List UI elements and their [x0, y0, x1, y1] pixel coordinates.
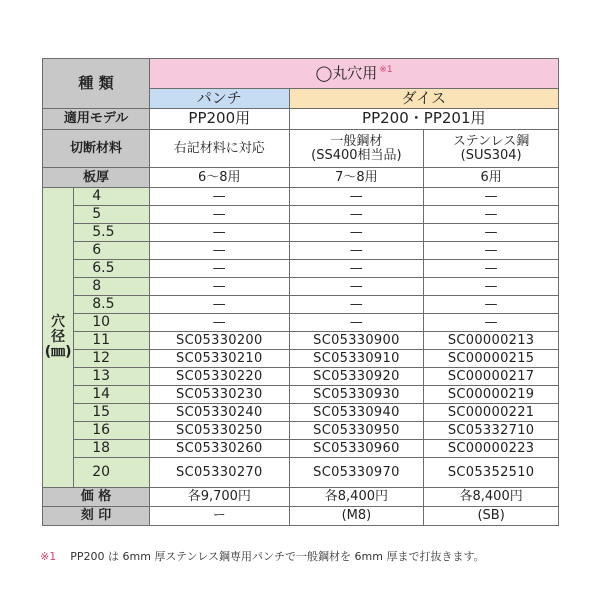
diameter-value: 5 — [74, 206, 150, 224]
diameter-label-char: 穴 — [51, 314, 66, 331]
model-punch: PP200用 — [150, 109, 290, 130]
die-sus304-code: — — [424, 260, 559, 278]
footnote-text: PP200 は 6mm 厚ステンレス鋼専用パンチで一般鋼材を 6mm 厚まで打抜きます。 — [70, 550, 485, 563]
material-punch: 右記材料に対応 — [150, 130, 290, 168]
punch-header: パンチ — [150, 89, 290, 109]
size-row — [43, 206, 559, 224]
stamp-punch: ー — [150, 507, 290, 526]
die-sus304-code: SC05352510 — [424, 458, 559, 488]
diameter-value: 6 — [74, 242, 150, 260]
punch-code: SC05330270 — [150, 458, 290, 488]
diameter-value: 14 — [74, 386, 150, 404]
diameter-value: 20 — [74, 458, 150, 488]
punch-code: — — [150, 224, 290, 242]
die-sus304-code: — — [424, 206, 559, 224]
thickness-row — [43, 168, 559, 188]
thickness-die2: 6用 — [424, 168, 559, 188]
price-die2: 各8,400円 — [424, 488, 559, 507]
price-die1: 各8,400円 — [289, 488, 424, 507]
punch-code: — — [150, 242, 290, 260]
die-sus304-code: — — [424, 314, 559, 332]
round-hole-header — [150, 59, 559, 89]
diameter-value: 18 — [74, 440, 150, 458]
price-row — [43, 488, 559, 507]
die-ss400-code: — — [289, 188, 424, 206]
punch-code: SC05330230 — [150, 386, 290, 404]
thickness-punch: 6～8用 — [150, 168, 290, 188]
diameter-label-char: 径 — [51, 329, 66, 346]
size-row — [43, 422, 559, 440]
punch-code: — — [150, 188, 290, 206]
die-ss400-code: SC05330950 — [289, 422, 424, 440]
diameter-value: 6.5 — [74, 260, 150, 278]
die-sus304-code: SC05332710 — [424, 422, 559, 440]
die-ss400-code: — — [289, 278, 424, 296]
size-row — [43, 332, 559, 350]
punch-code: SC05330260 — [150, 440, 290, 458]
punch-code: SC05330250 — [150, 422, 290, 440]
die-ss400-code: — — [289, 296, 424, 314]
punch-code: SC05330210 — [150, 350, 290, 368]
die-ss400-code: SC05330970 — [289, 458, 424, 488]
size-rows — [43, 188, 559, 488]
footnote-mark: ※1 — [40, 550, 57, 563]
size-row — [43, 350, 559, 368]
material-label: 切断材料 — [43, 130, 150, 168]
die-sus304-code: — — [424, 242, 559, 260]
die-header: ダイス — [289, 89, 558, 109]
die-ss400-code: SC05330960 — [289, 440, 424, 458]
model-die: PP200・PP201用 — [289, 109, 558, 130]
round-hole-label: ◯丸穴用 — [315, 63, 378, 82]
diameter-value: 15 — [74, 404, 150, 422]
die-sus304-code: SC00000221 — [424, 404, 559, 422]
die-sus304-code: SC00000213 — [424, 332, 559, 350]
die-ss400-code: SC05330930 — [289, 386, 424, 404]
punch-code: — — [150, 296, 290, 314]
kind-header: 種 類 — [43, 59, 150, 109]
die-sus304-code: — — [424, 188, 559, 206]
die-ss400-code: SC05330940 — [289, 404, 424, 422]
size-row — [43, 404, 559, 422]
diameter-value: 10 — [74, 314, 150, 332]
size-row — [43, 386, 559, 404]
size-row — [43, 242, 559, 260]
die-sus304-code: SC00000217 — [424, 368, 559, 386]
diameter-label-char: (㎜) — [44, 343, 72, 360]
size-row — [43, 440, 559, 458]
diameter-value: 13 — [74, 368, 150, 386]
footnote — [40, 548, 580, 564]
die-ss400-code: — — [289, 260, 424, 278]
die-sus304-code: — — [424, 224, 559, 242]
diameter-value: 16 — [74, 422, 150, 440]
die-ss400-code: — — [289, 314, 424, 332]
stamp-die2: (SB) — [424, 507, 559, 526]
model-label: 適用モデル — [43, 109, 150, 130]
model-row — [43, 109, 559, 130]
material-die1 — [289, 130, 424, 168]
die-ss400-code: — — [289, 224, 424, 242]
price-label: 価 格 — [43, 488, 150, 507]
diameter-value: 8.5 — [74, 296, 150, 314]
diameter-value: 12 — [74, 350, 150, 368]
spec-table — [42, 58, 559, 526]
die-ss400-code: SC05330920 — [289, 368, 424, 386]
die-sus304-code: — — [424, 296, 559, 314]
diameter-value: 8 — [74, 278, 150, 296]
material-die2 — [424, 130, 559, 168]
size-row — [43, 278, 559, 296]
size-row — [43, 368, 559, 386]
thickness-label: 板厚 — [43, 168, 150, 188]
die-sus304-code: — — [424, 278, 559, 296]
size-row — [43, 296, 559, 314]
punch-code: — — [150, 278, 290, 296]
size-row — [43, 224, 559, 242]
diameter-label — [43, 188, 74, 488]
die-sus304-code: SC00000219 — [424, 386, 559, 404]
punch-code: SC05330220 — [150, 368, 290, 386]
diameter-value: 11 — [74, 332, 150, 350]
die-sus304-code: SC00000223 — [424, 440, 559, 458]
material-die2-line1: ステンレス鋼 — [452, 133, 530, 149]
punch-code: — — [150, 206, 290, 224]
diameter-value: 5.5 — [74, 224, 150, 242]
size-row — [43, 260, 559, 278]
punch-code: — — [150, 260, 290, 278]
stamp-label: 刻 印 — [43, 507, 150, 526]
price-punch: 各9,700円 — [150, 488, 290, 507]
punch-code: SC05330240 — [150, 404, 290, 422]
die-sus304-code: SC00000215 — [424, 350, 559, 368]
stamp-die1: (M8) — [289, 507, 424, 526]
size-row — [43, 314, 559, 332]
diameter-value: 4 — [74, 188, 150, 206]
material-die1-line2: (SS400相当品) — [311, 147, 402, 163]
header-row-1 — [43, 59, 559, 89]
material-die1-line1: 一般鋼材 — [330, 133, 383, 149]
stamp-row — [43, 507, 559, 526]
punch-code: — — [150, 314, 290, 332]
material-row — [43, 130, 559, 168]
material-die2-line2: (SUS304) — [460, 147, 522, 163]
die-ss400-code: — — [289, 206, 424, 224]
note-mark: ※1 — [379, 64, 393, 75]
die-ss400-code: — — [289, 242, 424, 260]
die-ss400-code: SC05330910 — [289, 350, 424, 368]
punch-code: SC05330200 — [150, 332, 290, 350]
size-row — [43, 458, 559, 488]
thickness-die1: 7～8用 — [289, 168, 424, 188]
die-ss400-code: SC05330900 — [289, 332, 424, 350]
size-row — [43, 188, 559, 206]
